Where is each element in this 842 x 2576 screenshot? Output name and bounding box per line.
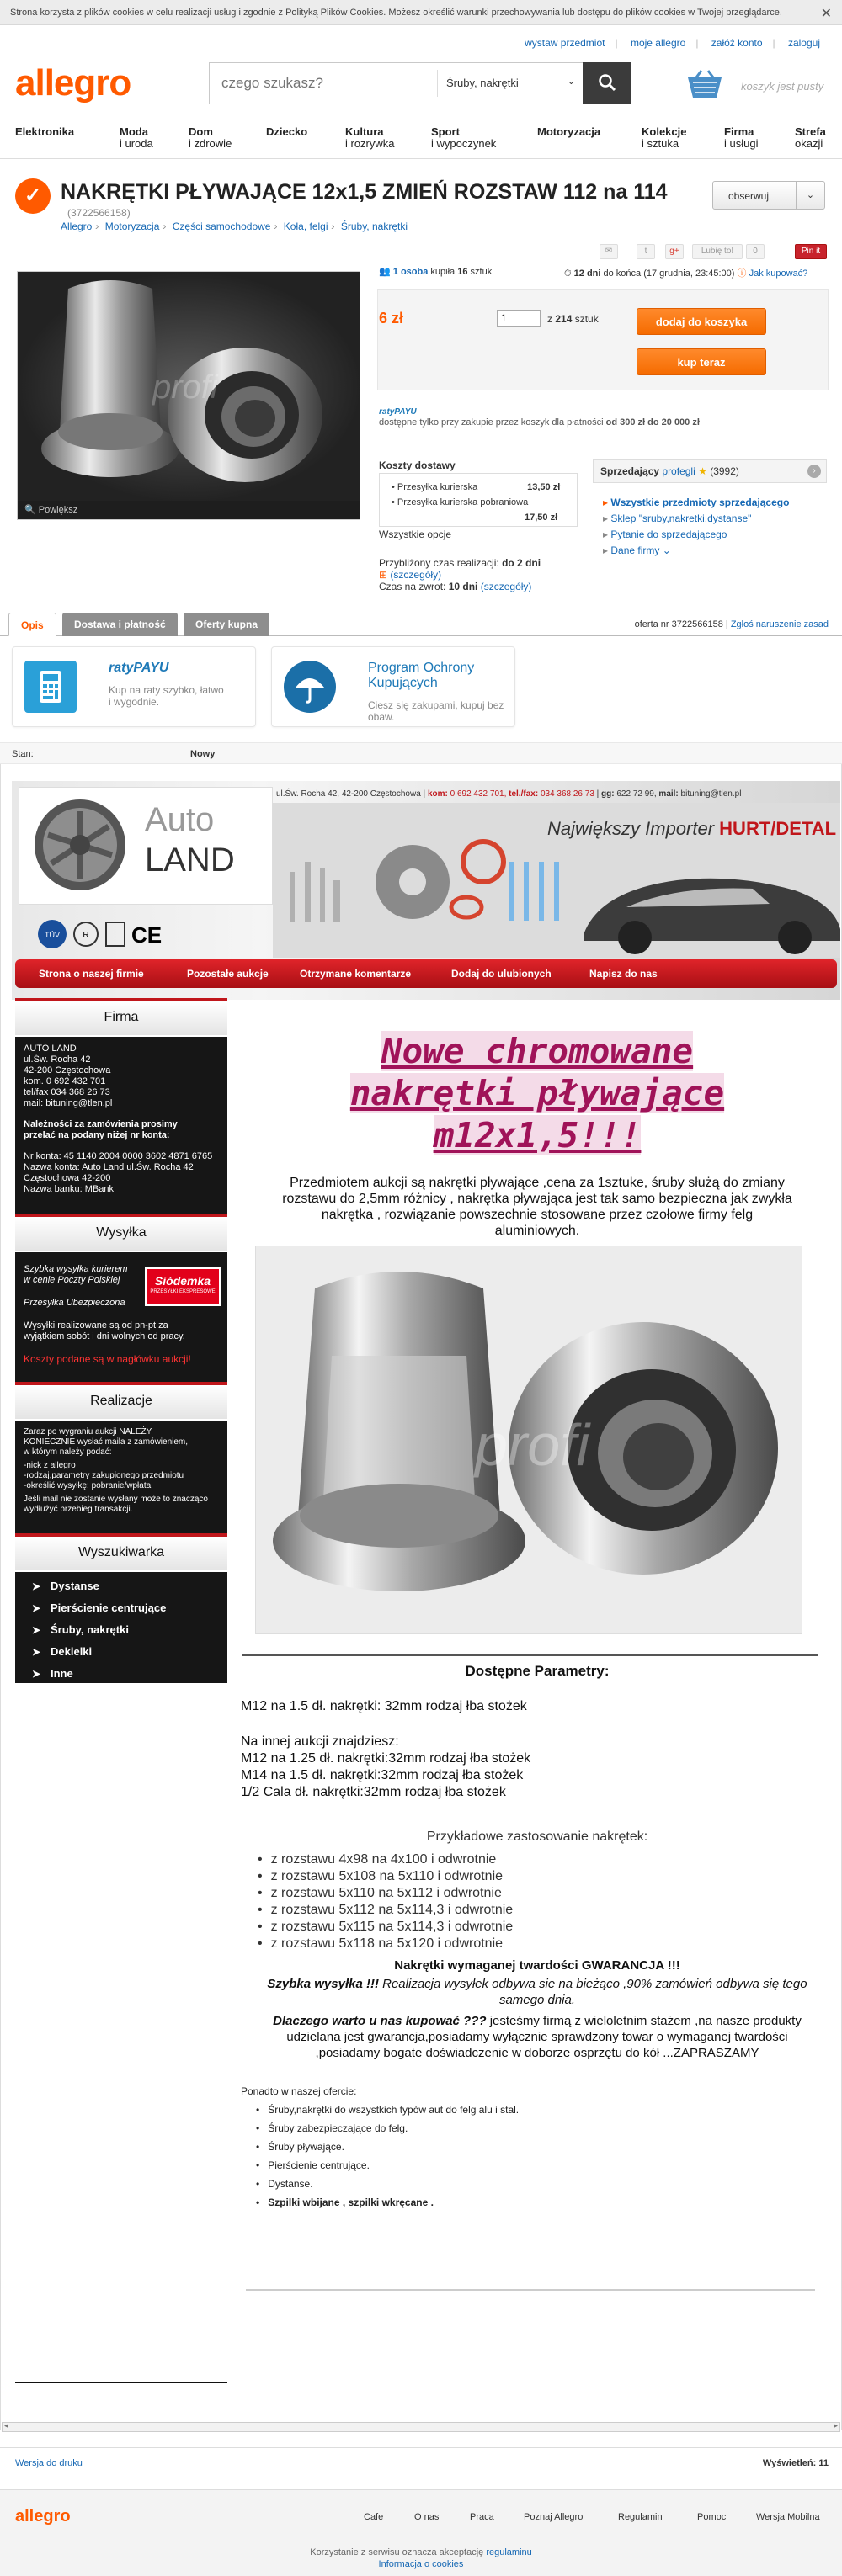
- sidebar-item-spacers[interactable]: ➤ Dystanse: [15, 1575, 227, 1597]
- usage-title: Przykładowe zastosowanie nakrętek:: [426, 1830, 648, 1844]
- buy-stats: [379, 266, 830, 277]
- footer-link-help[interactable]: Pomoc: [697, 2512, 727, 2522]
- protection-title: Program Ochrony: [368, 661, 475, 675]
- days-left: 12 dni: [573, 268, 601, 279]
- page-bottom-bar: [0, 2447, 842, 2478]
- sidebar-item-other[interactable]: ➤ Inne: [15, 1663, 227, 1685]
- list-item: • z rozstawu 5x115 na 5x114,3 i odwrotnie: [258, 1919, 513, 1936]
- condition-label: Stan:: [12, 749, 34, 759]
- basket-icon[interactable]: [686, 69, 723, 99]
- search-bar: [209, 62, 632, 104]
- shipping-line: • Przesyłka kurierska pobraniowa: [392, 497, 529, 507]
- list-item: • z rozstawu 5x108 na 5x110 i odwrotnie: [258, 1868, 513, 1885]
- like-count: 0: [746, 244, 765, 259]
- cart-status[interactable]: koszyk jest pusty: [741, 80, 824, 93]
- lug-nuts-photo: [18, 272, 360, 502]
- users-icon: 👥: [379, 267, 391, 277]
- lug-nuts-photo: [256, 1246, 802, 1634]
- list-item: • z rozstawu 5x118 na 5x120 i odwrotnie: [258, 1936, 513, 1952]
- quantity-input[interactable]: [497, 310, 541, 327]
- condition-value: Nowy: [190, 749, 216, 759]
- company-data-link[interactable]: ▸ Dane firmy ⌄: [603, 544, 671, 556]
- horizontal-scrollbar[interactable]: [2, 2422, 840, 2432]
- category-home[interactable]: Dom i zdrowie: [189, 125, 232, 150]
- my-allegro-link[interactable]: moje allegro: [630, 37, 686, 49]
- installments-desc: i wygodnie.: [109, 696, 160, 708]
- cookies-info-link[interactable]: Informacja o cookies: [378, 2559, 464, 2569]
- realization-info: Przybliżony czas realizacji: do 2 dni ⊞ (szczegóły) Czas na zwrot: 10 dni (szczegóły): [379, 557, 541, 592]
- shipping-line: • Przesyłka kurierska 13,50 zł: [392, 482, 561, 492]
- watermark: profi: [152, 369, 218, 406]
- svg-text:TÜV: TÜV: [45, 931, 60, 939]
- footer-link-cafe[interactable]: Cafe: [364, 2512, 384, 2522]
- chevron-down-icon[interactable]: ⌄: [796, 182, 824, 209]
- clock-icon: ⏱: [564, 268, 572, 279]
- list-item: • z rozstawu 5x112 na 5x114,3 i odwrotnie: [258, 1902, 513, 1919]
- breadcrumb: Allegro › Motoryzacja › Części samochodowe › Koła, felgi › Śruby, nakrętki: [61, 220, 408, 232]
- shop-nav-comments[interactable]: Otrzymane komentarze: [300, 968, 412, 980]
- details-link[interactable]: (szczegóły): [480, 581, 532, 592]
- close-icon[interactable]: ✕: [820, 7, 832, 21]
- product-photo: [255, 1246, 802, 1634]
- fast-shipping-text: Szybka wysyłka !!! Realizacja wysyłek odbywa sie na bieżąco ,90% zamówień odbywa się tego samego dnia.: [267, 1977, 807, 2007]
- pinterest-button[interactable]: Pin it: [795, 244, 827, 259]
- footer-link-discover[interactable]: Poznaj Allegro: [524, 2512, 584, 2522]
- buy-now-button[interactable]: kup teraz: [637, 348, 766, 375]
- search-category-select[interactable]: [437, 70, 584, 97]
- breadcrumb-item[interactable]: Allegro: [61, 220, 93, 232]
- ask-seller-link[interactable]: ▸ Pytanie do sprzedającego: [603, 528, 727, 540]
- buy-box: [377, 289, 829, 390]
- breadcrumb-item[interactable]: Części samochodowe: [172, 220, 271, 232]
- wheel-icon: [26, 794, 136, 895]
- end-date: do końca (17 grudnia, 23:45:00): [603, 268, 735, 279]
- payu-logo: ratyPAYU: [379, 407, 417, 417]
- why-us-text: Dlaczego warto u nas kupować ??? jesteśmy firmą z wieloletnim stażem ,na nasze produkty udzielana jest gwarancja,posiadamy wyłącznie sprawdzony towar o wymaganej twardości ,posiadamy bogate doświadczenie w doborze osprzętu do kół ...ZAPRASZAMY: [273, 2014, 802, 2060]
- list-item: • Śruby pływające.: [256, 2138, 519, 2156]
- search-category-value: Śruby, nakrętki: [446, 77, 519, 89]
- list-item: • Dystanse.: [256, 2175, 519, 2193]
- footer-link-about[interactable]: O nas: [414, 2512, 440, 2522]
- seller-all-items-link[interactable]: ▸ Wszystkie przedmioty sprzedającego: [603, 497, 790, 508]
- offer-title: NAKRĘTKI PŁYWAJĄCE 12x1,5 ZMIEŃ ROZSTAW 112 na 114: [61, 180, 668, 204]
- description-headline: Nowe chromowane nakrętki pływające m12x1,5!!!: [349, 1031, 725, 1155]
- param-main: M12 na 1.5 dł. nakrętki: 32mm rodzaj łba stożek: [241, 1699, 527, 1713]
- cookie-text: Strona korzysta z plików cookies w celu realizacji usług i zgodnie z Polityką Plików Cookies. Możesz określić warunki przechowywania lub dostępu do plików cookies w Twojej przeglądarce.: [10, 8, 782, 18]
- footer-link-jobs[interactable]: Praca: [470, 2512, 494, 2522]
- installments-promo[interactable]: [12, 646, 256, 727]
- seller-rating: (3992): [710, 465, 739, 477]
- tab-offers[interactable]: Oferty kupna: [184, 613, 269, 636]
- divider: [0, 158, 842, 159]
- category-electronics[interactable]: Elektronika: [15, 125, 75, 138]
- description-intro: Przedmiotem aukcji są nakrętki pływające ,cena za 1sztuke, śruby służą do zmiany rozstawu do 2,5mm różnicy , nakrętka pływająca jest tak samo bezpieczna jak zwykła nakrętka , rozwiązanie powszechnie stosowane przez czołowe firmy felg aluminiowych.: [282, 1176, 792, 1238]
- calculator-icon: [24, 661, 77, 713]
- stock-info: z 214 sztuk: [547, 313, 599, 325]
- search-button[interactable]: [583, 62, 632, 104]
- breadcrumb-item[interactable]: Motoryzacja: [104, 220, 160, 232]
- buyer-protection-promo[interactable]: [271, 646, 515, 727]
- offer-id: (3722566158): [67, 207, 131, 219]
- svg-text:R: R: [83, 931, 89, 940]
- divider: [246, 2289, 815, 2291]
- certification-icons: [35, 917, 162, 953]
- svg-text:CE: CE: [131, 922, 162, 948]
- facebook-like-button[interactable]: [692, 244, 743, 259]
- checkmark-icon: ✓: [15, 178, 51, 214]
- like-label: Lubię to!: [701, 247, 734, 256]
- shipping-price: 17,50 zł: [525, 513, 558, 523]
- sell-link[interactable]: wystaw przedmiot: [525, 37, 605, 49]
- divider: [242, 1654, 818, 1656]
- sidebar-company: AUTO LAND ul.Św. Rocha 42 42-200 Częstochowa kom. 0 692 432 701 tel/fax 034 368 26 73 mail: bituning@tlen.pl Należności za zamówienia prosimy przelać na podany niżej nr konta: Nr konta: 45 1140 2004 0000 3602 4871 6765 Nazwa konta: Auto Land ul.Św. Rocha 42 Częstochowa 42-200 Nazwa banku: MBank: [15, 1037, 227, 1214]
- other-auctions: Na innej aukcji znajdziesz: M12 na 1.25 dł. nakrętki:32mm rodzaj łba stożek M14 na 1.5 dł. nakrętki:32mm rodzaj łba stożek 1/2 Cala dł. nakrętki:32mm rodzaj łba stożek: [241, 1734, 531, 1799]
- sidebar-item-caps[interactable]: ➤ Dekielki: [15, 1641, 227, 1663]
- shop-nav-contact[interactable]: Napisz do nas: [589, 968, 658, 980]
- category-sport[interactable]: Sport i wypoczynek: [431, 125, 497, 150]
- watch-button[interactable]: [712, 181, 825, 210]
- protection-desc: Ciesz się zakupami, kupuj bez obaw.: [368, 699, 504, 723]
- footer-link-terms[interactable]: Regulamin: [618, 2512, 663, 2522]
- add-to-cart-button[interactable]: dodaj do koszyka: [637, 308, 766, 335]
- cookie-bar: [0, 0, 842, 25]
- seller-label: Sprzedający: [600, 465, 660, 477]
- sidebar-company-heading: Firma: [15, 998, 227, 1035]
- params-title: Dostępne Parametry:: [465, 1663, 610, 1679]
- autoland-logo-text: LAND: [145, 842, 235, 879]
- list-item: • Śruby,nakrętki do wszystkich typów aut do felg alu i stal.: [256, 2101, 519, 2119]
- protection-title: Kupujących: [368, 676, 438, 690]
- print-version-link[interactable]: Wersja do druku: [15, 2458, 83, 2468]
- footer: [0, 2489, 842, 2576]
- tab-delivery[interactable]: Dostawa i płatność: [62, 613, 178, 636]
- register-link[interactable]: załóż konto: [711, 37, 763, 49]
- divider: [15, 2382, 227, 2383]
- category-deals[interactable]: Strefa okazji: [795, 125, 826, 150]
- umbrella-icon: [284, 661, 336, 713]
- product-image[interactable]: [17, 271, 360, 520]
- breadcrumb-item[interactable]: Śruby, nakrętki: [340, 220, 408, 232]
- bought-text: kupiła: [430, 267, 456, 277]
- sidebar-search: [15, 1572, 227, 1683]
- breadcrumb-item[interactable]: Koła, felgi: [283, 220, 328, 232]
- search-icon: [598, 73, 616, 92]
- report-link[interactable]: Zgłoś naruszenie zasad: [730, 619, 829, 629]
- footer-logo[interactable]: allegro: [15, 2507, 71, 2526]
- details-link[interactable]: (szczegóły): [390, 569, 442, 581]
- chevron-right-icon[interactable]: ›: [807, 465, 821, 478]
- list-item: • Szpilki wbijane , szpilki wkręcane .: [256, 2193, 519, 2212]
- search-input[interactable]: [210, 63, 437, 104]
- sidebar-search-heading: Wyszukiwarka: [15, 1533, 227, 1570]
- autoland-logo-text: Auto: [145, 801, 215, 838]
- installments-info: dostępne tylko przy zakupie przez koszyk dla płatności od 300 zł do 20 000 zł: [379, 417, 700, 428]
- contact-strip: ul.Św. Rocha 42, 42-200 Częstochowa | kom: 0 692 432 701, tel./fax: 034 368 26 73 | gg: 622 72 99, mail: bituning@tlen.pl: [276, 789, 742, 799]
- bought-count: 16: [457, 267, 468, 277]
- sidebar-realization: Zaraz po wygraniu aukcji NALEŻY KONIECZNIE wysłać maila z zamówieniem, w którym należy podać: -nick z allegro -rodzaj,parametry zakupionego przedmiotu -określić wysyłkę: pobranie/wpłata Jeśli mail nie zostanie wysłany może to znacząco wydłużyć przebieg transakcji.: [15, 1421, 227, 1533]
- shipping-heading: Koszty dostawy: [379, 459, 456, 471]
- shipping-options-link[interactable]: Wszystkie opcje: [379, 528, 452, 540]
- allegro-logo[interactable]: allegro: [15, 62, 131, 104]
- buyers-link[interactable]: 1 osoba: [392, 267, 429, 277]
- footer-legal: Korzystanie z serwisu oznacza akceptację regulaminu: [310, 2547, 532, 2557]
- offer-number: oferta nr 3722566158 | Zgłoś naruszenie zasad: [634, 619, 829, 629]
- terms-link[interactable]: regulaminu: [486, 2547, 532, 2557]
- sidebar-item-bolts[interactable]: ➤ Śruby, nakrętki: [15, 1619, 227, 1641]
- sidebar-shipping: Szybka wysyłka kurierem w cenie Poczty Polskiej Przesyłka Ubezpieczona Wysyłki realizowane są od pn-pt za wyjątkiem sobót i dni wolnych od pracy. Koszty podane są w nagłówku aukcji! Siódemka PRZESYŁKI EKSPRESOWE: [15, 1252, 227, 1382]
- chevron-right-icon[interactable]: ▸: [834, 2421, 838, 2430]
- chevron-down-icon: ⌄: [567, 77, 575, 87]
- price: 6 zł: [379, 310, 404, 327]
- list-item: • z rozstawu 4x98 na 4x100 i odwrotnie: [258, 1851, 513, 1868]
- installments-desc: Kup na raty szybko, łatwo: [109, 684, 224, 696]
- sidebar-item-rings[interactable]: ➤ Pierścienie centrujące: [15, 1597, 227, 1619]
- seller-profile-link[interactable]: profegli: [662, 465, 695, 477]
- login-link[interactable]: zaloguj: [787, 37, 820, 49]
- views-count: Wyświetleń: 11: [762, 2458, 829, 2468]
- bought-unit: sztuk: [470, 267, 493, 277]
- sidebar-shipping-heading: Wysyłka: [15, 1214, 227, 1251]
- shop-nav: [15, 959, 837, 988]
- category-automotive[interactable]: Motoryzacja: [537, 125, 601, 138]
- condition-row: [0, 742, 842, 764]
- shop-nav-auctions[interactable]: Pozostałe aukcje: [187, 968, 269, 980]
- category-nav: [15, 126, 832, 155]
- star-icon: ★: [698, 465, 707, 477]
- importer-slogan: Największy Importer HURT/DETAL: [547, 818, 837, 839]
- siodemka-logo: Siódemka PRZESYŁKI EKSPRESOWE: [145, 1267, 221, 1306]
- offer-list: Ponadto w naszej ofercie: • Śruby,nakrętki do wszystkich typów aut do felg alu i stal. • Śruby zabezpieczające do felg. • Śruby pływające. • Pierścienie centrujące. • Dystanse. • Szpilki wbijane , szpilki wkręcane .: [241, 2082, 519, 2212]
- seller-box: [593, 459, 827, 483]
- shop-nav-about[interactable]: Strona o naszej firmie: [39, 968, 144, 980]
- category-culture[interactable]: Kultura i rozrywka: [345, 125, 395, 150]
- zoom-button[interactable]: 🔍 Powiększ: [18, 501, 360, 519]
- google-plus-icon[interactable]: g+: [665, 244, 684, 259]
- zoom-label: Powiększ: [38, 505, 78, 515]
- twitter-icon[interactable]: t: [637, 244, 655, 259]
- chevron-left-icon[interactable]: ◂: [4, 2421, 8, 2430]
- guarantee-text: Nakrętki wymaganej twardości GWARANCJA !!!: [394, 1958, 680, 1973]
- top-links: wystaw przedmiot | moje allegro | załóż konto | zaloguj: [525, 37, 820, 49]
- list-item: • Pierścienie centrujące.: [256, 2156, 519, 2175]
- watch-label: obserwuj: [728, 190, 770, 202]
- tab-description[interactable]: Opis: [8, 613, 56, 636]
- usage-list: [258, 1851, 513, 1952]
- sidebar-realization-heading: Realizacje: [15, 1382, 227, 1419]
- list-item: • z rozstawu 5x110 na 5x112 i odwrotnie: [258, 1885, 513, 1902]
- shipping-box: [379, 473, 578, 527]
- category-business[interactable]: Firma i usługi: [724, 125, 759, 150]
- shop-nav-favorites[interactable]: Dodaj do ulubionych: [451, 968, 552, 980]
- seller-links: [603, 495, 789, 559]
- list-item: • Śruby zabezpieczające do felg.: [256, 2119, 519, 2138]
- how-to-buy-link[interactable]: ⓘ Jak kupować?: [737, 268, 808, 279]
- footer-link-mobile[interactable]: Wersja Mobilna: [756, 2512, 820, 2522]
- seller-shop-link[interactable]: ▸ Sklep "sruby,nakretki,dystanse": [603, 513, 752, 524]
- category-collections[interactable]: Kolekcje i sztuka: [642, 125, 687, 150]
- category-fashion[interactable]: Moda i uroda: [120, 125, 153, 150]
- watermark: profi: [475, 1412, 590, 1478]
- category-kids[interactable]: Dziecko: [266, 125, 308, 138]
- email-share-icon[interactable]: ✉: [600, 244, 618, 259]
- installments-title: ratyPAYU: [109, 661, 169, 675]
